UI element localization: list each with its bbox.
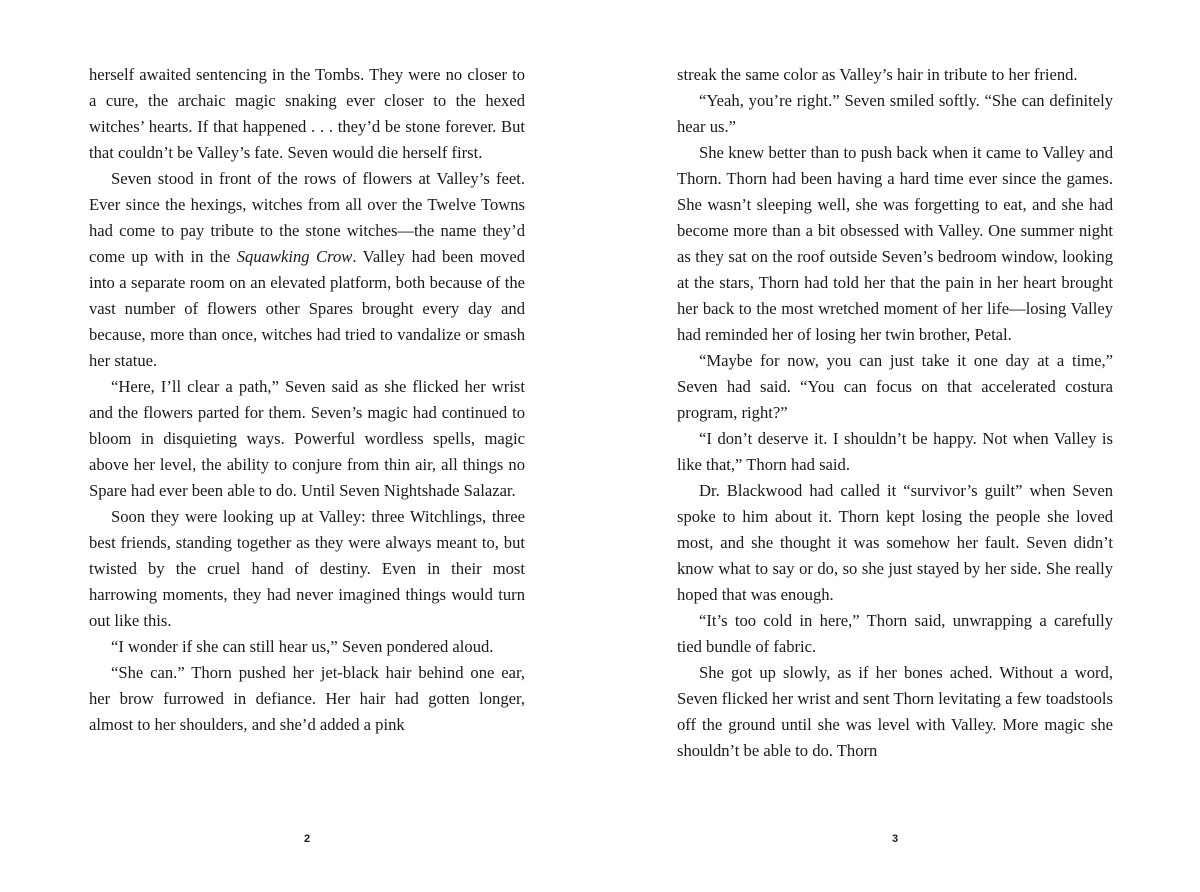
paragraph: “I wonder if she can still hear us,” Seven pondered aloud. (111, 637, 494, 656)
right-page (677, 62, 1113, 764)
italic-title: Squawking Crow (236, 247, 353, 266)
paragraph: “Yeah, you’re right.” Seven smiled softly. “She can definitely hear us.” (677, 91, 1113, 136)
page-number: 3 (891, 833, 899, 845)
paragraph: She knew better than to push back when it came to Valley and Thorn. Thorn had been having a hard time ever since the games. She wasn’t sleeping well, she was forgetting to eat, and she had become more than a bit obsessed with Valley. One summer night as they sat on the roof outside Seven’s bedroom window, looking at the stars, Thorn had told her that the pain in her heart brought her back to the most wretched moment of her life—losing Valley had reminded her of losing her twin brother, Petal. (677, 143, 1113, 344)
paragraph-text: Seven stood in front of the rows of flowers at Valley’s feet. Ever since the hexings, witches from all over the Twelve Towns had come to pay tribute to the stone witches—the name they’d come up with in the (89, 169, 525, 266)
paragraph (89, 166, 525, 374)
paragraph: streak the same color as Valley’s hair in tribute to her friend. (677, 65, 1078, 84)
page-number: 2 (303, 833, 311, 845)
paragraph: She got up slowly, as if her bones ached. Without a word, Seven flicked her wrist and sent Thorn levitating a few toadstools off the ground until she was level with Valley. More magic she shouldn’t be able to do. Thorn (677, 663, 1113, 760)
paragraph: “It’s too cold in here,” Thorn said, unwrapping a carefully tied bundle of fabric. (677, 611, 1113, 656)
paragraph: “I don’t deserve it. I shouldn’t be happy. Not when Valley is like that,” Thorn had said. (677, 429, 1113, 474)
paragraph: “Here, I’ll clear a path,” Seven said as she flicked her wrist and the flowers parted for them. Seven’s magic had continued to bloom in disquieting ways. Powerful wordless spells, magic above her level, the ability to conjure from thin air, all things no Spare had ever been able to do. Until Seven Nightshade Salazar. (89, 377, 525, 500)
left-page (89, 62, 525, 738)
paragraph: Soon they were looking up at Valley: three Witchlings, three best friends, standing together as they were always meant to, but twisted by the cruel hand of destiny. Even in their most harrowing moments, they had never imagined things would turn out like this. (89, 507, 525, 630)
paragraph: herself awaited sentencing in the Tombs. They were no closer to a cure, the archaic magic snaking ever closer to the hexed witches’ hearts. If that happened . . . they’d be stone forever. But that couldn’t be Valley’s fate. Seven would die herself first. (89, 65, 525, 162)
paragraph: “She can.” Thorn pushed her jet-black hair behind one ear, her brow furrowed in defiance. Her hair had gotten longer, almost to her shoulders, and she’d added a pink (89, 663, 525, 734)
paragraph-text: . Valley had been moved into a separate room on an elevated platform, both because of the vast number of flowers other Spares brought every day and because, more than once, witches had tried to vandalize or smash her statue. (89, 247, 526, 370)
paragraph: “Maybe for now, you can just take it one day at a time,” Seven had said. “You can focus on that accelerated costura program, right?” (677, 351, 1113, 422)
paragraph: Dr. Blackwood had called it “survivor’s guilt” when Seven spoke to him about it. Thorn kept losing the people she loved most, and she thought it was somehow her fault. Seven didn’t know what to say or do, so she just stayed by her side. She really hoped that was enough. (677, 481, 1113, 604)
